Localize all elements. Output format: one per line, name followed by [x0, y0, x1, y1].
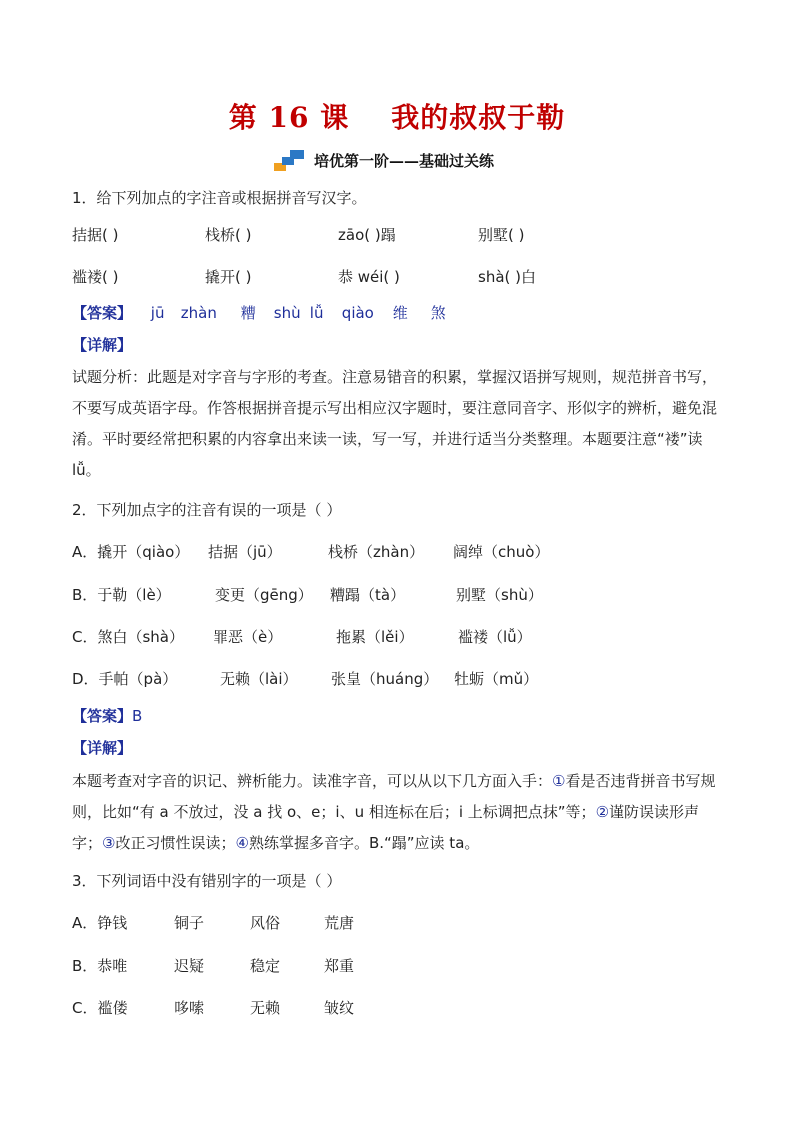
option-item: 无赖（lài）: [220, 670, 298, 688]
option-item: 稳定: [250, 957, 281, 975]
question-2-answer: [72, 705, 142, 726]
option-item: D．手帕（pà）: [72, 670, 178, 688]
question-2-option-a: [72, 541, 549, 562]
question-1-answer: [72, 302, 446, 323]
answer-item: lǚ: [309, 304, 324, 322]
option-item: A．撬开（qiào）: [72, 543, 190, 561]
option-item: 罪恶（è）: [213, 628, 283, 646]
answer-item: zhàn: [180, 304, 217, 322]
question-1-stem: 1．给下列加点的字注音或根据拼音写汉字。: [72, 189, 367, 207]
detail-text: 看是否违背拼音书写规则，比如“有 a 不放过，没 a 找 o、e；i、u 相连标在后；i 上标调把点抹”等；: [72, 772, 716, 821]
blank-item: zāo( )蹋: [338, 226, 396, 244]
title-lesson-name: 我的叔叔于勒: [391, 101, 566, 134]
detail-label: 【详解】: [72, 336, 133, 354]
answer-label: 【答案】: [72, 304, 133, 322]
detail-label: 【详解】: [72, 739, 133, 757]
answer-item: 维: [392, 304, 408, 322]
option-item: 褴褛（lǚ）: [458, 628, 532, 646]
answer-item: 煞: [430, 304, 446, 322]
option-item: 皱纹: [324, 999, 355, 1017]
option-item: 变更（gēng）: [215, 586, 313, 604]
stairs-icon: [274, 147, 308, 173]
option-item: 别墅（shù）: [456, 586, 543, 604]
answer-item: jū: [150, 304, 165, 322]
answer-label: 【答案】: [72, 707, 133, 725]
option-item: 无赖: [250, 999, 281, 1017]
blank-item: 别墅( ): [478, 226, 525, 244]
question-1-detail: 试题分析：此题是对字音与字形的考查。注意易错音的积累，掌握汉语拼写规则，规范拼音书写，不要写成英语字母。作答根据拼音提示写出相应汉字题时，要注意同音字、形似字的辨析，避免混淆。平时要经常把积累的内容拿出来读一读，写一写，并进行适当分类整理。本题要注意“褛”读 lǚ。: [72, 368, 718, 479]
detail-text: 改正习惯性误读；: [115, 834, 236, 852]
answer-item: 糟: [240, 304, 256, 322]
option-item: 栈桥（zhàn）: [328, 543, 425, 561]
question-2-detail: [72, 766, 724, 859]
blank-item: 拮据( ): [72, 226, 119, 244]
option-item: A．铮钱: [72, 914, 128, 932]
circled-number: ③: [102, 834, 116, 852]
option-item: 张皇（huáng）: [331, 670, 439, 688]
detail-text: 熟练掌握多音字。B.“蹋”应读 ta。: [248, 834, 480, 852]
question-2-option-d: [72, 668, 538, 689]
question-3-stem: 3．下列词语中没有错别字的一项是（ ）: [72, 872, 342, 890]
question-1-row-2: [72, 266, 536, 287]
blank-item: 恭 wéi( ): [338, 268, 400, 286]
blank-item: 褴褛( ): [72, 268, 119, 286]
blank-item: 栈桥( ): [205, 226, 252, 244]
option-item: B．恭唯: [72, 957, 128, 975]
option-item: 糟蹋（tà）: [330, 586, 406, 604]
option-item: 风俗: [250, 914, 281, 932]
option-item: 拮据（jū）: [208, 543, 282, 561]
answer-value: B: [132, 707, 143, 725]
detail-text: 谨防误读形声字；: [72, 803, 700, 852]
question-3-option-c: [72, 997, 354, 1018]
option-item: 阔绰（chuò）: [453, 543, 550, 561]
blank-item: 撬开( ): [205, 268, 252, 286]
question-3-option-a: [72, 912, 354, 933]
option-item: 牡蛎（mǔ）: [454, 670, 539, 688]
subheading-text: 培优第一阶——基础过关练: [314, 151, 495, 170]
answer-item: shù: [273, 304, 301, 322]
question-1-row-1: [72, 224, 524, 245]
option-item: C．煞白（shà）: [72, 628, 184, 646]
option-item: 郑重: [324, 957, 355, 975]
section-subheading: [274, 146, 494, 174]
option-item: 铜子: [174, 914, 205, 932]
circled-number: ②: [595, 803, 610, 821]
option-item: C．褴偻: [72, 999, 128, 1017]
title-lesson-number: 第 16 课: [228, 101, 350, 134]
circled-number: ①: [552, 772, 566, 790]
detail-text: 本题考查对字音的识记、辨析能力。读准字音，可以从以下几方面入手：: [72, 772, 553, 790]
option-item: 哆嗦: [174, 999, 205, 1017]
question-2-stem: 2．下列加点字的注音有误的一项是（ ）: [72, 501, 342, 519]
question-3-option-b: [72, 955, 354, 976]
option-item: 荒唐: [324, 914, 355, 932]
option-item: 拖累（lěi）: [336, 628, 414, 646]
answer-item: qiào: [341, 304, 374, 322]
question-2-option-c: [72, 626, 532, 647]
option-item: 迟疑: [174, 957, 205, 975]
option-item: B．于勒（lè）: [72, 586, 171, 604]
question-2-option-b: [72, 584, 543, 605]
circled-number: ④: [235, 834, 249, 852]
page-title: [0, 96, 794, 136]
blank-item: shà( )白: [478, 268, 536, 286]
